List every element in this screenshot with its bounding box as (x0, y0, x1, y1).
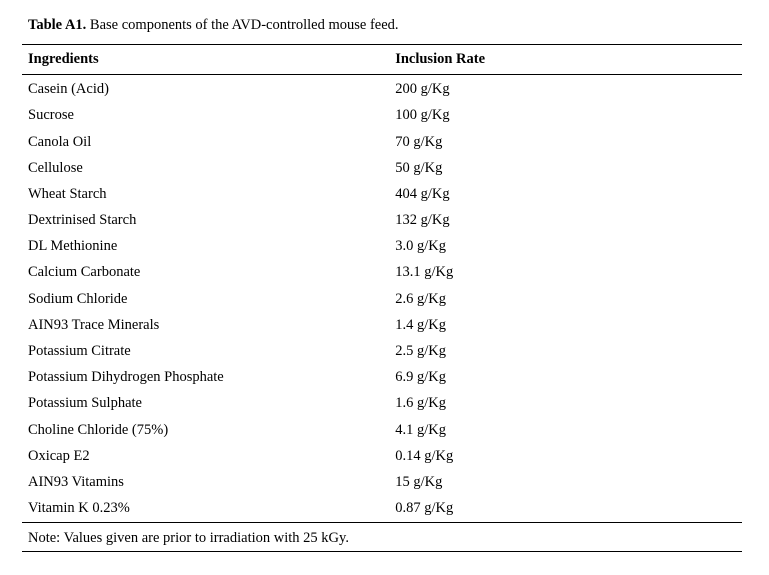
cell-inclusion-rate: 13.1 g/Kg (395, 264, 454, 281)
table-row (22, 129, 742, 155)
table-row (22, 391, 742, 417)
cell-inclusion-rate: 50 g/Kg (395, 159, 443, 176)
cell-ingredient: Sucrose (28, 107, 74, 124)
cell-inclusion-rate: 4.1 g/Kg (395, 421, 446, 438)
table-bottom-rule (22, 551, 742, 552)
table-body (22, 77, 742, 522)
cell-ingredient: Calcium Carbonate (28, 264, 141, 281)
table-caption (22, 12, 742, 44)
table-row (22, 443, 742, 469)
cell-ingredient: Potassium Dihydrogen Phosphate (28, 369, 224, 386)
cell-inclusion-rate: 404 g/Kg (395, 185, 450, 202)
table-row (22, 260, 742, 286)
cell-ingredient: Oxicap E2 (28, 447, 90, 464)
table-row (22, 286, 742, 312)
cell-ingredient: Vitamin K 0.23% (28, 500, 130, 517)
cell-inclusion-rate: 1.6 g/Kg (395, 395, 446, 412)
cell-ingredient: Cellulose (28, 159, 83, 176)
cell-ingredient: Canola Oil (28, 133, 92, 150)
table-row (22, 181, 742, 207)
cell-ingredient: Potassium Sulphate (28, 395, 142, 412)
table-row (22, 417, 742, 443)
cell-ingredient: Casein (Acid) (28, 81, 109, 98)
cell-inclusion-rate: 0.14 g/Kg (395, 447, 454, 464)
column-header-ingredients: Ingredients (28, 50, 99, 67)
table-row (22, 365, 742, 391)
cell-ingredient: Choline Chloride (75%) (28, 421, 169, 438)
cell-ingredient: DL Methionine (28, 238, 118, 255)
table-row (22, 155, 742, 181)
cell-inclusion-rate: 3.0 g/Kg (395, 238, 446, 255)
cell-inclusion-rate: 1.4 g/Kg (395, 316, 446, 333)
cell-inclusion-rate: 200 g/Kg (395, 81, 450, 98)
cell-inclusion-rate: 15 g/Kg (395, 473, 443, 490)
table-row (22, 312, 742, 338)
column-header-inclusion-rate: Inclusion Rate (395, 50, 486, 67)
cell-inclusion-rate: 132 g/Kg (395, 212, 450, 229)
cell-ingredient: Wheat Starch (28, 185, 107, 202)
cell-inclusion-rate: 100 g/Kg (395, 107, 450, 124)
table-a1 (22, 12, 742, 552)
table-caption-label: Table A1. (28, 17, 87, 33)
table-row (22, 77, 742, 103)
table-row (22, 234, 742, 260)
table-row (22, 103, 742, 129)
cell-ingredient: AIN93 Trace Minerals (28, 316, 160, 333)
cell-inclusion-rate: 2.5 g/Kg (395, 343, 446, 360)
cell-inclusion-rate: 6.9 g/Kg (395, 369, 446, 386)
table-note: Note: Values given are prior to irradiation with 25 kGy. (28, 529, 349, 546)
table-row (22, 208, 742, 234)
cell-ingredient: Dextrinised Starch (28, 212, 137, 229)
cell-ingredient: Potassium Citrate (28, 343, 131, 360)
cell-inclusion-rate: 2.6 g/Kg (395, 290, 446, 307)
cell-inclusion-rate: 0.87 g/Kg (395, 500, 454, 517)
table-header-block (22, 45, 742, 74)
table-header-row (22, 45, 742, 74)
cell-ingredient: AIN93 Vitamins (28, 473, 124, 490)
table-caption-text: Base components of the AVD-controlled mouse feed. (86, 17, 399, 33)
table-row (22, 338, 742, 364)
table-row (22, 469, 742, 495)
cell-ingredient: Sodium Chloride (28, 290, 128, 307)
table-row (22, 496, 742, 522)
cell-inclusion-rate: 70 g/Kg (395, 133, 443, 150)
